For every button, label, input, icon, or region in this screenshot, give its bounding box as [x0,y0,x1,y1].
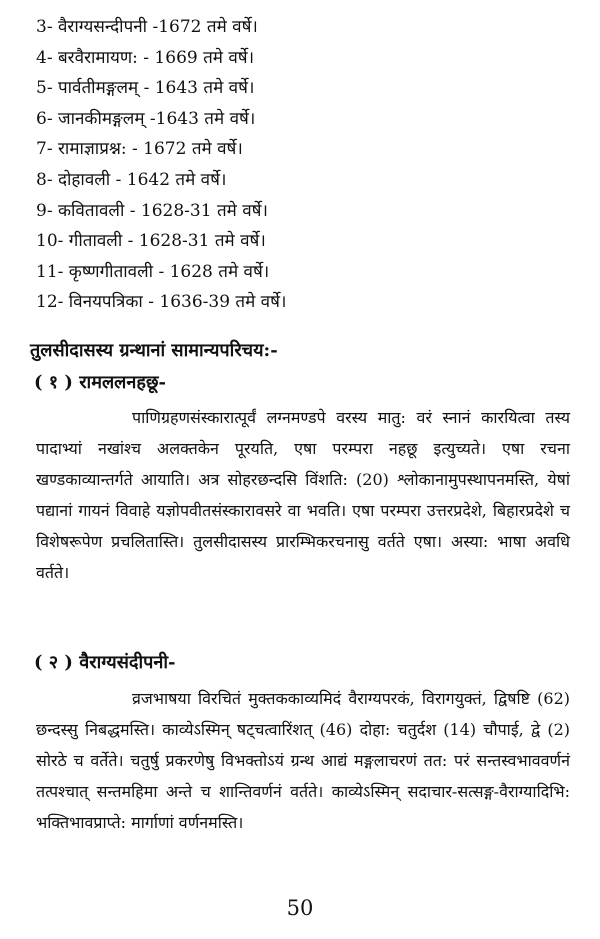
list-item: 3- वैराग्यसन्दीपनी -1672 तमे वर्षे। [36,17,258,37]
list-item: 8- दोहावली - 1642 तमे वर्षे। [36,169,227,190]
list-item: 9- कवितावली - 1628-31 तमे वर्षे। [36,200,268,221]
list-item: 5- पार्वतीमङ्गलम् - 1643 तमे वर्षे। [36,78,255,99]
section-1-paragraph: पाणिग्रहणसंस्कारात्पूर्वं लग्नमण्डपे वरस्य मातु: वरं स्नानं कारयित्वा तस्य पादाभ्यां नखांश्च अलक्तकेन पूरयति, एषा परम्परा नहछू इत्युच्यते। एषा रचना खण्डकाव्यान्तर्गते आयाति। अत्र सोहरछन्दसि विंशति: (20) श्लोकानामुपस्थापनमस्ति, येषां पद्यानां गायनं विवाहे यज्ञोपवीतसंस्कारावसरे वा भवति। एषा परम्परा उत्तरप्रदेशे, बिहारप्रदेशे च विशेषरूपेण प्रचलितास्ति। तुलसीदासस्य प्रारम्भिकरचनासु वर्तते एषा। अस्या: भाषा अवधि वर्तते। [36,408,570,582]
section-1-heading: ( १ ) रामललनहछू- [34,372,167,393]
works-list [36,12,576,318]
list-item: 10- गीतावली - 1628-31 तमे वर्षे। [36,231,266,252]
list-item: 12- विनयपत्रिका - 1636-39 तमे वर्षे। [36,292,287,313]
section-2-heading: ( २ ) वैराग्यसंदीपनी- [34,652,176,673]
list-item: 7- रामाज्ञाप्रश्न: - 1672 तमे वर्षे। [36,139,243,160]
list-item: 11- कृष्णगीतावली - 1628 तमे वर्षे। [36,261,270,282]
list-item: 4- बरवैरामायण: - 1669 तमे वर्षे। [36,47,255,68]
section-2-paragraph: व्रजभाषया विरचितं मुक्तककाव्यमिदं वैराग्यपरकं, विरागयुक्तं, द्विषष्टि (62) छन्दस्सु निबद्धमस्ति। काव्येऽस्मिन् षट्चत्वारिंशत् (46) दोहा: चतुर्दश (14) चौपाई, द्वे (2) सोरठे च वर्तेते। चतुर्षु प्रकरणेषु विभक्तोऽयं ग्रन्थ आद्यं मङ्गलाचरणं तत: परं सन्तस्वभाववर्णनं तत्पश्चात् सन्तमहिमा अन्ते च शान्तिवर्णनं वर्तते। काव्येऽस्मिन् सदाचार-सत्सङ्ग-वैराग्यादिभि: भक्तिभावप्राप्ते: मार्गाणां वर्णनमस्ति। [36,689,570,832]
section-heading: तुलसीदासस्य ग्रन्थानां सामान्यपरिचय:- [30,340,278,361]
page-number: 50 [286,896,314,920]
list-item: 6- जानकीमङ्गलम् -1643 तमे वर्षे। [36,108,256,129]
